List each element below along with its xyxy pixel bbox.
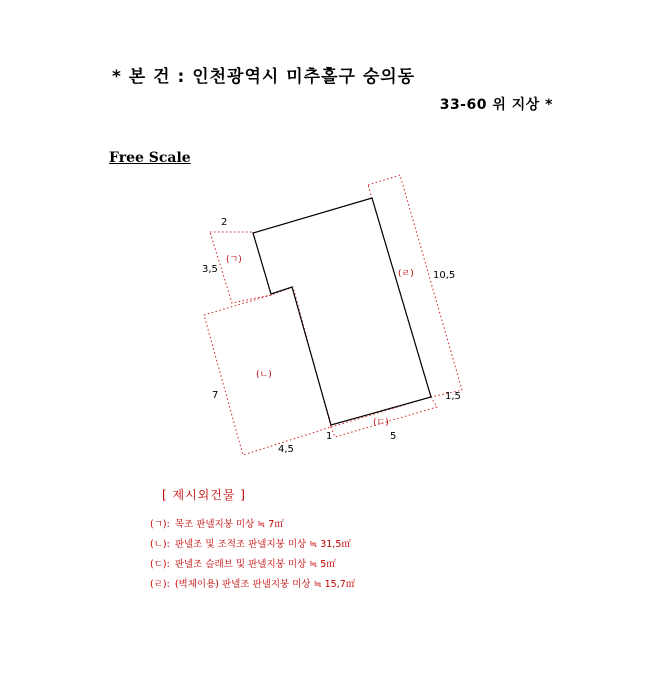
area-label-c: (ㄷ) (373, 418, 389, 428)
legend-key: (ㄹ): (150, 579, 170, 590)
legend-key: (ㄷ): (150, 559, 170, 570)
dim-1-5: 1,5 (445, 391, 461, 402)
legend-text: (벽체이용) 판넬조 판넬지붕 미상 ≒ 15,7㎡ (174, 579, 356, 590)
dim-10-5: 10,5 (433, 270, 456, 281)
legend-text: 목조 판넬지붕 미상 ≒ 7㎡ (174, 519, 284, 530)
legend-title: [ 제시외건물 ] (162, 488, 246, 502)
area-label-a: (ㄱ) (226, 255, 242, 265)
legend-item (150, 575, 355, 595)
legend-key: (ㄱ): (150, 519, 170, 530)
dim-7: 7 (212, 390, 219, 401)
legend-item (150, 515, 355, 535)
legend-list (150, 515, 355, 595)
area-label-b: (ㄴ) (256, 370, 272, 380)
dim-2: 2 (221, 217, 228, 228)
legend-item (150, 555, 355, 575)
legend-key: (ㄴ): (150, 539, 170, 550)
legend-text: 판넬조 슬래브 및 판넬지붕 미상 ≒ 5㎡ (174, 559, 336, 570)
legend-text: 판넬조 및 조적조 판넬지붕 미상 ≒ 31,5㎡ (174, 539, 351, 550)
area-c-outline (331, 397, 437, 437)
address-line-2: 33-60 위 지상 * (439, 97, 553, 113)
dim-1: 1 (326, 431, 333, 442)
dim-4-5: 4,5 (278, 444, 294, 455)
area-label-d: (ㄹ) (398, 269, 414, 279)
area-a-outline (210, 232, 271, 303)
dim-5: 5 (390, 431, 397, 442)
main-building-outline (253, 198, 431, 425)
address-line-1: * 본 건 : 인천광역시 미추홀구 숭의동 (112, 67, 416, 87)
dim-3-5: 3,5 (202, 264, 218, 275)
scale-label: Free Scale (109, 150, 191, 166)
area-d-outline (368, 175, 462, 397)
legend-item (150, 535, 355, 555)
